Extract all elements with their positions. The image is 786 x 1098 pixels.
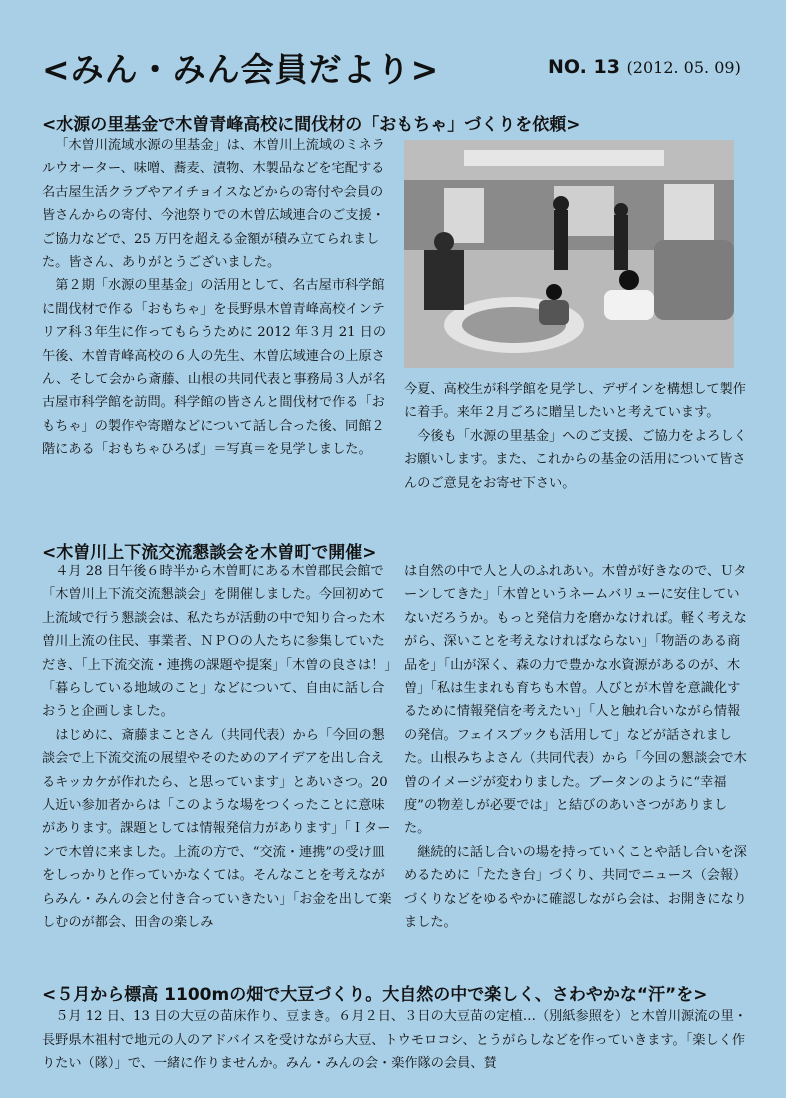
article3-paragraph: ５月 12 日、13 日の大豆の苗床作り、豆まき。６月２日、３日の大豆苗の定植…（別紙参照を）と木曽川源流の里・長野県木祖村で地元の人のアドバイスを受けながら大豆、トウモロコシ、とうがらしなどを作っていきます。「楽しく作りたい（隊）」で、一緒に作りませんか。みん・みんの会・楽作隊の会員、賛 bbox=[42, 1009, 747, 1071]
article1-paragraph: 「木曽川流域水源の里基金」は、木曽川上流域のミネラルウオーター、味噌、蕎麦、漬物、木製品などを宅配する名古屋生活クラブやアイチョイスなどからの寄付や会員の皆さんからの寄付、今池祭りでの木曽広域連合のご支援・ご協力などで、25 万円を超える金額が積み立てられました。皆さん、ありがとうございました。 bbox=[42, 138, 385, 271]
article2-paragraph: は自然の中で人と人のふれあい。木曽が好きなので、Ｕターンしてきた」「木曽というネームバリューに安住していないだろうか。もっと発信力を磨かなければ。軽く考えながら、深いことを考えなければならない」「物語のある商品を」「山が深く、森の力で豊かな水資源があるのが、木曽」「私は生まれも育ちも木曽。人びとが木曽を意識化するために情報発信を考えたい」「人と触れ合いながら情報の発信。フェイスブックも活用して」などが話されました。山根みちよさん（共同代表）から「今回の懇談会で木曽のイメージが変わりました。ブータンのように“幸福度”の物差しが必要では」と結びのあいさつがありました。 bbox=[404, 564, 747, 837]
article2-paragraph: はじめに、斎藤まことさん（共同代表）から「今回の懇談会で上下流交流の展望やそのためのアイデアを出し合えるキッカケが作れたら、と思っています」とあいさつ。20 人近い参加者からは「このような場をつくったことに意味があります。課題としては情報発信力があります」「Ｉターンで木曽に来ました。上流の方で、“交流・連携”の受け皿をしっかりと作っていかなくては。そんなことを考えながらみん・みんの会と付き合っていきたい」「お金を出して楽しむのが都会、田舎の楽しみ bbox=[42, 727, 392, 931]
article2-right-column bbox=[404, 560, 748, 935]
issue-number: NO. 13 bbox=[548, 56, 620, 78]
article1-heading: <水源の里基金で木曽青峰高校に間伐材の「おもちゃ」づくりを依頼> bbox=[42, 115, 581, 135]
issue-info bbox=[548, 56, 741, 78]
article1-right-column bbox=[404, 378, 748, 495]
photo-scene-graphic bbox=[404, 140, 734, 368]
article2-left-column bbox=[42, 560, 394, 935]
article1-paragraph: 今後も「水源の里基金」へのご支援、ご協力をよろしくお願いします。また、これからの基金の活用について皆さんのご意見をお寄せ下さい。 bbox=[404, 428, 747, 491]
article3-heading: <５月から標高 1100mの畑で大豆づくり。大自然の中で楽しく、さわやかな“汗”を> bbox=[42, 985, 708, 1005]
article2-paragraph: 継続的に話し合いの場を持っていくことや話し合いを深めるために「たたき台」づくり、共同でニュース（会報）づくりなどをゆるやかに確認しながら会は、お開きになりました。 bbox=[404, 844, 747, 931]
article1-paragraph: 第２期「水源の里基金」の活用として、名古屋市科学館に間伐材で作る「おもちゃ」を長野県木曽青峰高校インテリア科３年生に作ってもらうために 2012 年３月 21 日の午後、木曽青峰高校の６人の先生、木曽広域連合の上原さん、そして会から斎藤、山根の共同代表と事務局３人が名古屋市科学館を訪問。科学館の皆さんと間伐材で作る「おもちゃ」の製作や寄贈などについて話し合った後、同館２階にある「おもちゃひろば」＝写真＝を見学しました。 bbox=[42, 278, 387, 458]
article2-paragraph: ４月 28 日午後６時半から木曽町にある木曽郡民会館で「木曽川上下流交流懇談会」を開催しました。今回初めて上流域で行う懇談会は、私たちが活動の中で知り合った木曽川上流の住民、事業者、ＮＰＯの人たちに参集していただき、「上下流交流・連携の課題や提案」「木曽の良さは！」「暮らしている地域のこと」などについて、自由に話し合おうと企画しました。 bbox=[42, 564, 391, 720]
article1-paragraph: 今夏、高校生が科学館を見学し、デザインを構想して製作に着手。来年２月ごろに贈呈したいと考えています。 bbox=[404, 382, 746, 421]
science-museum-photo bbox=[404, 140, 734, 368]
issue-date: (2012. 05. 09) bbox=[626, 58, 741, 77]
article2-heading: <木曽川上下流交流懇談会を木曽町で開催> bbox=[42, 543, 377, 563]
newsletter-title: <みん・みん会員だより> bbox=[42, 50, 440, 89]
article3-body bbox=[42, 1005, 748, 1076]
article1-left-column bbox=[42, 134, 394, 462]
